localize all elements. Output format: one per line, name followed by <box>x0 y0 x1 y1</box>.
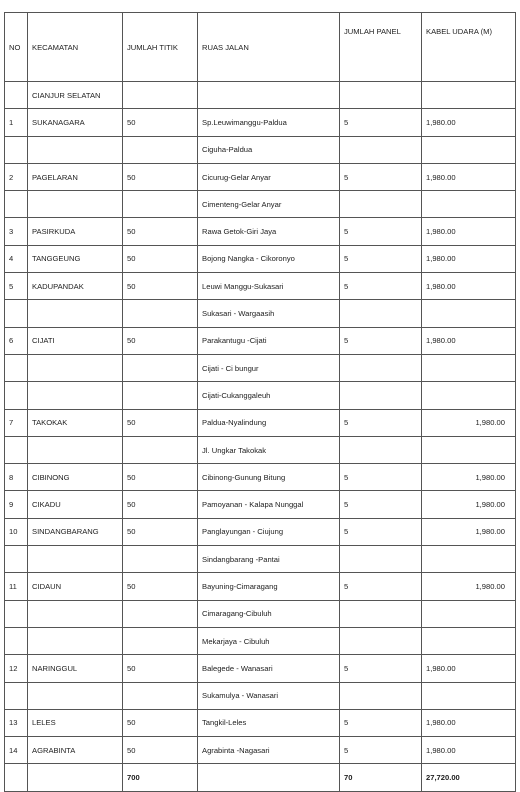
cell-ruas-jalan: Tangkil-Leles <box>198 709 340 736</box>
cell-ruas-jalan: Bayuning-Cimaragang <box>198 573 340 600</box>
cell-no <box>5 546 28 573</box>
cell-kabel-udara <box>422 354 516 381</box>
cell-jumlah-titik <box>123 600 198 627</box>
cell-no <box>5 82 28 109</box>
cell-kecamatan: CIJATI <box>28 327 123 354</box>
cell-jumlah-titik <box>123 682 198 709</box>
table-row <box>5 655 516 682</box>
data-table-container <box>4 12 515 792</box>
cell-kabel-udara: 1,980.00 <box>422 163 516 190</box>
cell-ruas-jalan: Cijati - Ci bungur <box>198 354 340 381</box>
cell-no <box>5 300 28 327</box>
cell-ruas-jalan: Parakantugu -Cijati <box>198 327 340 354</box>
cell-jumlah-panel: 5 <box>340 573 422 600</box>
cell-kecamatan <box>28 382 123 409</box>
header-row <box>5 13 516 82</box>
cell-kecamatan <box>28 300 123 327</box>
cell-no: 8 <box>5 464 28 491</box>
cell-no: 5 <box>5 273 28 300</box>
cell-jumlah-titik <box>123 546 198 573</box>
cell-kecamatan <box>28 436 123 463</box>
cell-jumlah-titik: 50 <box>123 218 198 245</box>
cell-no: 11 <box>5 573 28 600</box>
cell-kabel-udara <box>422 82 516 109</box>
cell-jumlah-panel: 5 <box>340 327 422 354</box>
cell-jumlah-titik: 50 <box>123 573 198 600</box>
cell-no: 4 <box>5 245 28 272</box>
cell-kabel-udara <box>422 436 516 463</box>
table-row <box>5 409 516 436</box>
cell-jumlah-panel: 5 <box>340 409 422 436</box>
cell-no: 14 <box>5 737 28 764</box>
cell-ruas-jalan: Sukamulya - Wanasari <box>198 682 340 709</box>
cell-jumlah-titik: 50 <box>123 409 198 436</box>
cell-jumlah-titik <box>123 82 198 109</box>
cell-jumlah-titik <box>123 136 198 163</box>
cell-jumlah-panel: 5 <box>340 709 422 736</box>
cell-no: 2 <box>5 163 28 190</box>
table-row <box>5 518 516 545</box>
cell-kecamatan: KADUPANDAK <box>28 273 123 300</box>
cell-jumlah-panel: 5 <box>340 163 422 190</box>
cell-kecamatan: NARINGGUL <box>28 655 123 682</box>
cell-kabel-udara: 1,980.00 <box>422 273 516 300</box>
cell-ruas-jalan: Sukasari - Wargaasih <box>198 300 340 327</box>
cell-ruas-jalan: Ciguha-Paldua <box>198 136 340 163</box>
cell-ruas-jalan: Jl. Ungkar Takokak <box>198 436 340 463</box>
cell-kecamatan: SUKANAGARA <box>28 109 123 136</box>
cell-kabel-udara <box>422 382 516 409</box>
total-ruas-cell <box>198 764 340 791</box>
cell-kabel-udara: 1,980.00 <box>422 737 516 764</box>
total-panel: 70 <box>340 764 422 791</box>
cell-kecamatan <box>28 136 123 163</box>
cell-kabel-udara: 1,980.00 <box>422 518 516 545</box>
total-kabel: 27,720.00 <box>422 764 516 791</box>
cell-jumlah-panel <box>340 600 422 627</box>
cell-kabel-udara: 1,980.00 <box>422 573 516 600</box>
cell-jumlah-panel: 5 <box>340 518 422 545</box>
cell-ruas-jalan: Mekarjaya - Cibuluh <box>198 627 340 654</box>
cell-jumlah-titik <box>123 354 198 381</box>
cell-jumlah-panel: 5 <box>340 245 422 272</box>
cell-jumlah-titik <box>123 436 198 463</box>
cell-kecamatan: CIBINONG <box>28 464 123 491</box>
table-row <box>5 354 516 381</box>
table-row <box>5 245 516 272</box>
cell-no <box>5 136 28 163</box>
cell-no: 1 <box>5 109 28 136</box>
cell-kecamatan <box>28 191 123 218</box>
cell-no <box>5 191 28 218</box>
cell-ruas-jalan: Sindangbarang -Pantai <box>198 546 340 573</box>
cell-jumlah-panel: 5 <box>340 109 422 136</box>
table-row <box>5 600 516 627</box>
table-row <box>5 163 516 190</box>
cell-jumlah-panel <box>340 682 422 709</box>
cell-jumlah-titik: 50 <box>123 518 198 545</box>
cell-jumlah-titik: 50 <box>123 709 198 736</box>
cell-jumlah-panel: 5 <box>340 491 422 518</box>
table-row <box>5 382 516 409</box>
cell-ruas-jalan: Rawa Getok-Giri Jaya <box>198 218 340 245</box>
cell-jumlah-titik: 50 <box>123 491 198 518</box>
cell-kabel-udara <box>422 682 516 709</box>
cell-ruas-jalan: Cibinong-Gunung Bitung <box>198 464 340 491</box>
cell-no: 10 <box>5 518 28 545</box>
cell-jumlah-titik: 50 <box>123 327 198 354</box>
cell-kecamatan: PAGELARAN <box>28 163 123 190</box>
totals-row <box>5 764 516 791</box>
cell-kabel-udara <box>422 546 516 573</box>
cell-kabel-udara <box>422 136 516 163</box>
cell-kabel-udara: 1,980.00 <box>422 409 516 436</box>
table-row <box>5 109 516 136</box>
cell-ruas-jalan: Paldua-Nyalindung <box>198 409 340 436</box>
cell-jumlah-panel <box>340 354 422 381</box>
cell-jumlah-titik: 50 <box>123 245 198 272</box>
cell-kabel-udara: 1,980.00 <box>422 245 516 272</box>
table-row <box>5 136 516 163</box>
cell-ruas-jalan: Pamoyanan - Kalapa Nunggal <box>198 491 340 518</box>
header-no: NO <box>5 13 28 82</box>
cell-jumlah-titik <box>123 627 198 654</box>
cell-ruas-jalan: Cijati-Cukanggaleuh <box>198 382 340 409</box>
cell-no: 7 <box>5 409 28 436</box>
cell-no: 9 <box>5 491 28 518</box>
table-row <box>5 491 516 518</box>
cell-jumlah-titik: 50 <box>123 737 198 764</box>
cell-ruas-jalan: Panglayungan - Ciujung <box>198 518 340 545</box>
cell-jumlah-titik: 50 <box>123 109 198 136</box>
header-kabel-udara: KABEL UDARA (M) <box>422 13 516 82</box>
header-kecamatan: KECAMATAN <box>28 13 123 82</box>
table-row <box>5 464 516 491</box>
cell-jumlah-titik <box>123 382 198 409</box>
cell-kecamatan: TANGGEUNG <box>28 245 123 272</box>
cell-jumlah-panel <box>340 436 422 463</box>
cell-jumlah-titik: 50 <box>123 273 198 300</box>
cell-ruas-jalan: Balegede - Wanasari <box>198 655 340 682</box>
cell-ruas-jalan: Cicurug-Gelar Anyar <box>198 163 340 190</box>
cell-ruas-jalan: Cimaragang-Cibuluh <box>198 600 340 627</box>
cell-kecamatan: PASIRKUDA <box>28 218 123 245</box>
cell-kecamatan: CIKADU <box>28 491 123 518</box>
cell-jumlah-panel: 5 <box>340 218 422 245</box>
header-jumlah-panel: JUMLAH PANEL <box>340 13 422 82</box>
table-row <box>5 627 516 654</box>
cell-kabel-udara: 1,980.00 <box>422 327 516 354</box>
cell-jumlah-panel <box>340 627 422 654</box>
cell-ruas-jalan: Leuwi Manggu-Sukasari <box>198 273 340 300</box>
cell-kabel-udara: 1,980.00 <box>422 709 516 736</box>
table-row <box>5 191 516 218</box>
table-row <box>5 709 516 736</box>
cell-kecamatan <box>28 627 123 654</box>
total-no-cell <box>5 764 28 791</box>
table-row <box>5 82 516 109</box>
cell-kabel-udara <box>422 600 516 627</box>
cell-jumlah-panel <box>340 546 422 573</box>
table-row <box>5 436 516 463</box>
cell-kecamatan <box>28 546 123 573</box>
cell-ruas-jalan: Bojong Nangka - Cikoronyo <box>198 245 340 272</box>
cell-no: 13 <box>5 709 28 736</box>
cell-kabel-udara: 1,980.00 <box>422 655 516 682</box>
cell-no: 3 <box>5 218 28 245</box>
cell-no <box>5 436 28 463</box>
cell-kabel-udara <box>422 627 516 654</box>
table-row <box>5 682 516 709</box>
table-body <box>5 82 516 764</box>
table-row <box>5 327 516 354</box>
cell-no <box>5 354 28 381</box>
cell-jumlah-panel <box>340 382 422 409</box>
cell-ruas-jalan: Agrabinta -Nagasari <box>198 737 340 764</box>
cell-kecamatan: TAKOKAK <box>28 409 123 436</box>
header-jumlah-titik: JUMLAH TITIK <box>123 13 198 82</box>
cell-jumlah-titik: 50 <box>123 655 198 682</box>
cell-kecamatan: CIDAUN <box>28 573 123 600</box>
cell-kabel-udara: 1,980.00 <box>422 218 516 245</box>
cell-jumlah-titik <box>123 300 198 327</box>
total-kecamatan-cell <box>28 764 123 791</box>
cell-kecamatan <box>28 600 123 627</box>
street-lighting-table <box>4 12 516 792</box>
cell-jumlah-panel: 5 <box>340 273 422 300</box>
cell-jumlah-panel: 5 <box>340 655 422 682</box>
cell-kecamatan <box>28 354 123 381</box>
cell-no: 6 <box>5 327 28 354</box>
table-row <box>5 737 516 764</box>
cell-kabel-udara: 1,980.00 <box>422 464 516 491</box>
cell-jumlah-panel: 5 <box>340 464 422 491</box>
table-row <box>5 300 516 327</box>
cell-kecamatan: LELES <box>28 709 123 736</box>
cell-jumlah-titik: 50 <box>123 163 198 190</box>
cell-jumlah-panel <box>340 82 422 109</box>
cell-no <box>5 627 28 654</box>
table-row <box>5 218 516 245</box>
cell-ruas-jalan <box>198 82 340 109</box>
cell-jumlah-panel: 5 <box>340 737 422 764</box>
table-row <box>5 546 516 573</box>
cell-jumlah-panel <box>340 191 422 218</box>
cell-no: 12 <box>5 655 28 682</box>
cell-no <box>5 600 28 627</box>
cell-kecamatan: CIANJUR SELATAN <box>28 82 123 109</box>
cell-no <box>5 682 28 709</box>
cell-jumlah-panel <box>340 136 422 163</box>
header-ruas-jalan: RUAS JALAN <box>198 13 340 82</box>
cell-kecamatan: SINDANGBARANG <box>28 518 123 545</box>
cell-jumlah-titik <box>123 191 198 218</box>
cell-no <box>5 382 28 409</box>
cell-kabel-udara: 1,980.00 <box>422 109 516 136</box>
cell-jumlah-titik: 50 <box>123 464 198 491</box>
cell-kabel-udara <box>422 191 516 218</box>
cell-jumlah-panel <box>340 300 422 327</box>
cell-ruas-jalan: Sp.Leuwimanggu-Paldua <box>198 109 340 136</box>
cell-kabel-udara: 1,980.00 <box>422 491 516 518</box>
cell-ruas-jalan: Cimenteng-Gelar Anyar <box>198 191 340 218</box>
table-row <box>5 573 516 600</box>
cell-kabel-udara <box>422 300 516 327</box>
table-row <box>5 273 516 300</box>
cell-kecamatan <box>28 682 123 709</box>
total-titik: 700 <box>123 764 198 791</box>
cell-kecamatan: AGRABINTA <box>28 737 123 764</box>
